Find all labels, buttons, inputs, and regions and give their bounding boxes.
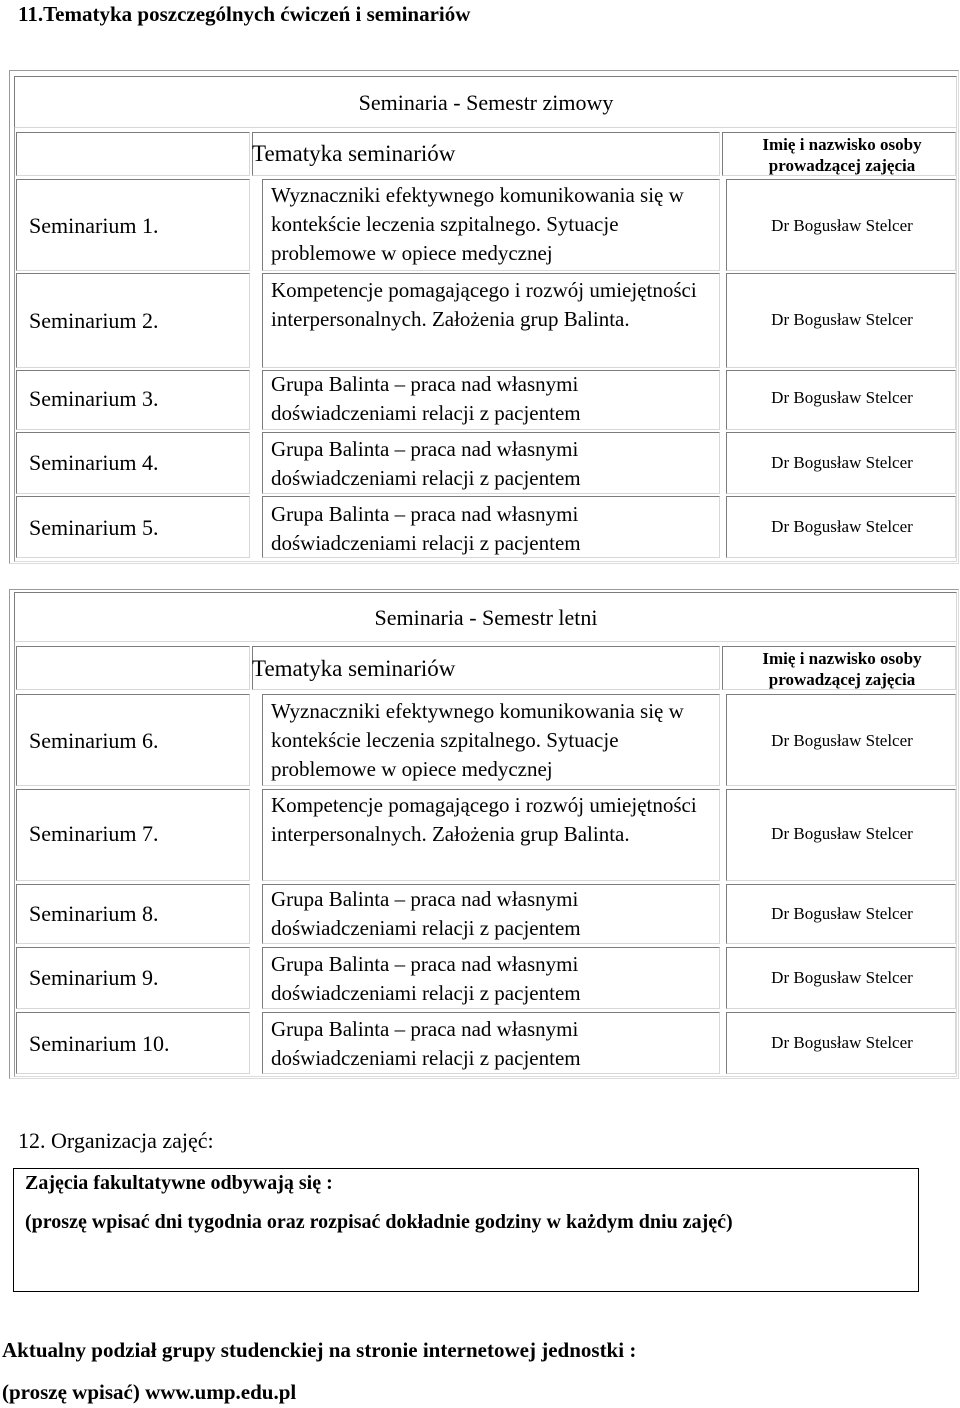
winter-row-2-lead: Dr Bogusław Stelcer — [771, 310, 913, 329]
website-note: (proszę wpisać) www.ump.edu.pl — [2, 1380, 297, 1404]
summer-header-lead: Imię i nazwisko osoby prowadzącej zajęcia — [762, 649, 922, 689]
summer-row-2-topic: Kompetencje pomagającego i rozwój umiejętności interpersonalnych. Założenia grup Balinta. — [271, 793, 697, 846]
winter-row-3-topic: Grupa Balinta – praca nad własnymi doświadczeniami relacji z pacjentem — [271, 372, 581, 425]
winter-header-lead: Imię i nazwisko osoby prowadzącej zajęcia — [762, 135, 922, 175]
summer-row-5-lead: Dr Bogusław Stelcer — [771, 1033, 913, 1052]
winter-label-header-cell — [16, 132, 250, 176]
winter-caption: Seminaria - Semestr zimowy — [358, 90, 614, 115]
summer-row-3-topic: Grupa Balinta – praca nad własnymi doświadczeniami relacji z pacjentem — [271, 887, 581, 940]
winter-row-1-label: Seminarium 1. — [29, 213, 159, 238]
summer-label-header-cell — [16, 646, 250, 690]
winter-header-topic: Tematyka seminariów — [252, 141, 456, 166]
summer-row-4-lead: Dr Bogusław Stelcer — [771, 968, 913, 987]
summer-row-1-lead: Dr Bogusław Stelcer — [771, 731, 913, 750]
winter-row-5-lead: Dr Bogusław Stelcer — [771, 517, 913, 536]
winter-row-5-label: Seminarium 5. — [29, 515, 159, 540]
winter-row-4-label: Seminarium 4. — [29, 450, 159, 475]
summer-row-5-topic: Grupa Balinta – praca nad własnymi doświadczeniami relacji z pacjentem — [271, 1017, 581, 1070]
summer-row-3-label: Seminarium 8. — [29, 901, 159, 926]
winter-row-2-label: Seminarium 2. — [29, 308, 159, 333]
summer-row-3-lead: Dr Bogusław Stelcer — [771, 904, 913, 923]
winter-row-3-label: Seminarium 3. — [29, 386, 159, 411]
summer-row-4-topic: Grupa Balinta – praca nad własnymi doświadczeniami relacji z pacjentem — [271, 952, 581, 1005]
summer-row-2-lead: Dr Bogusław Stelcer — [771, 824, 913, 843]
summer-row-4-label: Seminarium 9. — [29, 965, 159, 990]
winter-row-2-topic: Kompetencje pomagającego i rozwój umiejętności interpersonalnych. Założenia grup Balinta. — [271, 278, 697, 331]
summer-caption: Seminaria - Semestr letni — [374, 605, 598, 630]
student-group-note: Aktualny podział grupy studenckiej na stronie internetowej jednostki : — [2, 1338, 637, 1362]
section-11-title: 11.Tematyka poszczególnych ćwiczeń i seminariów — [18, 2, 471, 26]
winter-row-1-lead: Dr Bogusław Stelcer — [771, 216, 913, 235]
section-12-title: 12. Organizacja zajęć: — [18, 1128, 214, 1153]
summer-row-2-label: Seminarium 7. — [29, 821, 159, 846]
winter-row-4-topic: Grupa Balinta – praca nad własnymi doświadczeniami relacji z pacjentem — [271, 437, 581, 490]
organization-line-2: (proszę wpisać dni tygodnia oraz rozpisać dokładnie godziny w każdym dniu zajęć) — [25, 1211, 733, 1233]
winter-row-3-lead: Dr Bogusław Stelcer — [771, 388, 913, 407]
winter-row-5-topic: Grupa Balinta – praca nad własnymi doświadczeniami relacji z pacjentem — [271, 502, 581, 555]
summer-row-1-label: Seminarium 6. — [29, 728, 159, 753]
winter-row-4-lead: Dr Bogusław Stelcer — [771, 453, 913, 472]
organization-line-1: Zajęcia fakultatywne odbywają się : — [25, 1172, 333, 1194]
summer-row-5-label: Seminarium 10. — [29, 1031, 170, 1056]
summer-header-topic: Tematyka seminariów — [252, 656, 456, 681]
winter-row-1-topic: Wyznaczniki efektywnego komunikowania się w kontekście leczenia szpitalnego. Sytuacje problemowe w opiece medycznej — [271, 183, 684, 265]
summer-row-1-topic: Wyznaczniki efektywnego komunikowania się w kontekście leczenia szpitalnego. Sytuacje problemowe w opiece medycznej — [271, 699, 684, 781]
